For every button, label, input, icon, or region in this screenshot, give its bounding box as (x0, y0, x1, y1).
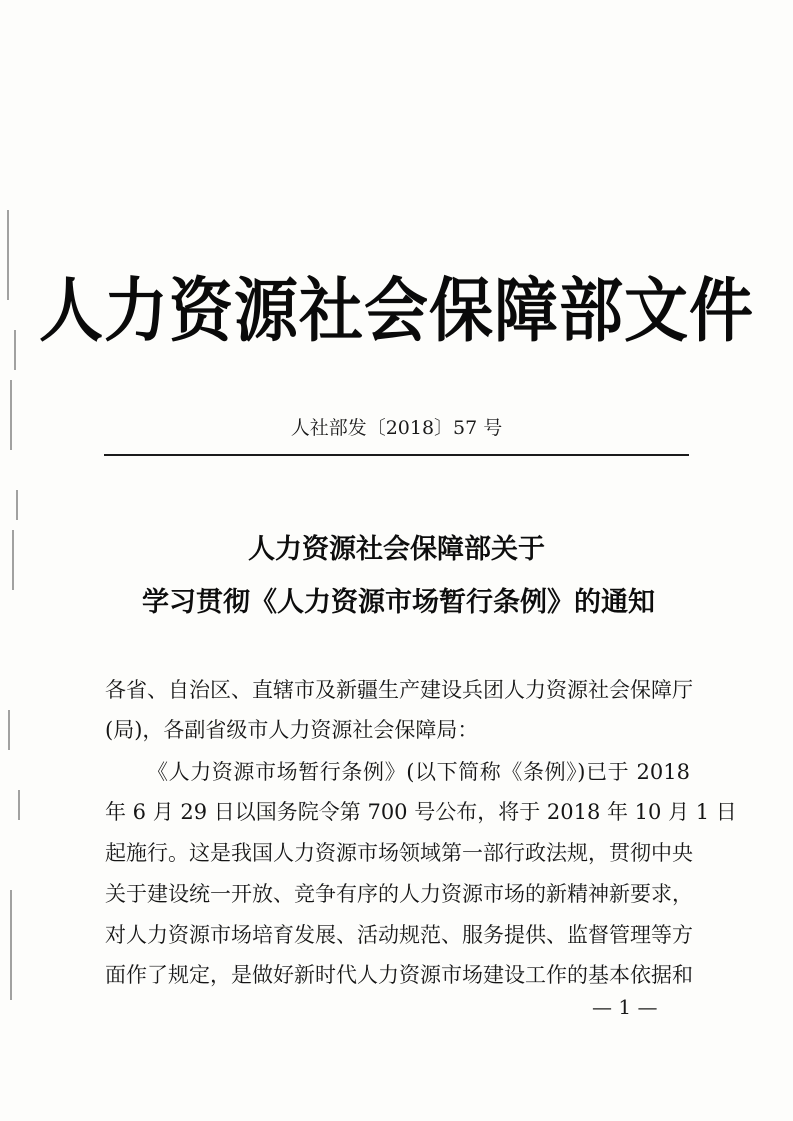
header-divider (104, 454, 689, 456)
body-line-recipients-1: 各省、自治区、直辖市及新疆生产建设兵团人力资源社会保障厅 (105, 678, 693, 702)
document-number: 人社部发〔2018〕57 号 (290, 417, 503, 439)
body-line: 关于建设统一开放、竞争有序的人力资源市场的新精神新要求， (105, 882, 693, 906)
body-line: 面作了规定，是做好新时代人力资源市场建设工作的基本依据和 (105, 963, 693, 987)
body-line: 起施行。这是我国人力资源市场领域第一部行政法规，贯彻中央 (105, 841, 693, 865)
document-masthead: 人力资源社会保障部文件 (39, 272, 754, 352)
page-number: — 1 — (592, 995, 658, 1019)
notice-title-line-1: 人力资源社会保障部关于 (248, 534, 545, 565)
body-line-recipients-2: (局)，各副省级市人力资源社会保障局： (105, 718, 479, 742)
body-line: 《人力资源市场暂行条例》(以下简称《条例》)已于 2018 (147, 760, 690, 784)
notice-title-line-2: 学习贯彻《人力资源市场暂行条例》的通知 (142, 587, 655, 618)
body-line: 年 6 月 29 日以国务院令第 700 号公布，将于 2018 年 10 月 1 日 (105, 800, 737, 824)
body-line: 对人力资源市场培育发展、活动规范、服务提供、监督管理等方 (105, 923, 693, 947)
